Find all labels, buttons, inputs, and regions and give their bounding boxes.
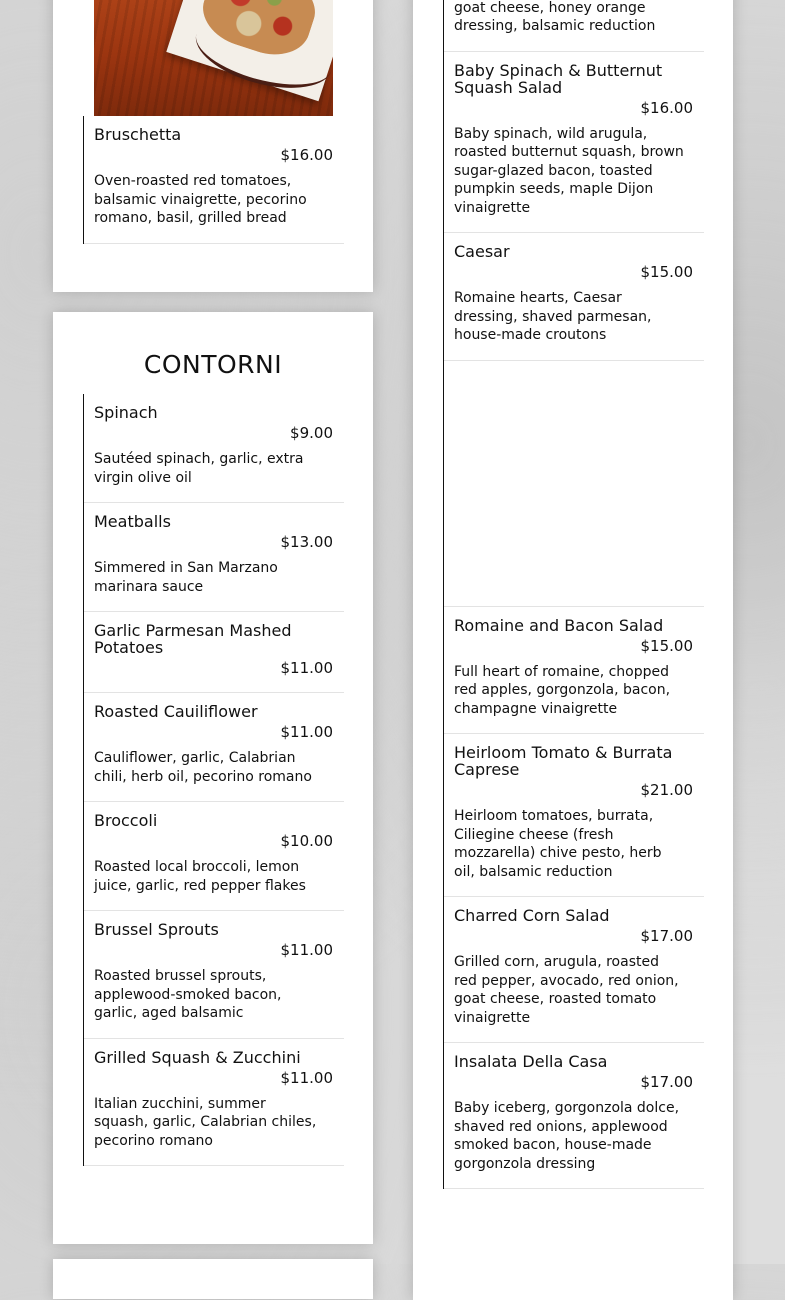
menu-item[interactable] — [84, 693, 344, 802]
item-price: $9.00 — [290, 424, 333, 442]
bruschetta-items — [83, 116, 344, 244]
bruschetta-plate-image — [94, 0, 333, 116]
menu-item[interactable] — [444, 233, 704, 361]
menu-item[interactable] — [444, 52, 704, 234]
menu-item[interactable] — [444, 1043, 704, 1189]
item-name: Brussel Sprouts — [94, 920, 219, 939]
contorni-card — [53, 312, 373, 1244]
item-price: $15.00 — [640, 636, 693, 655]
item-name: Spinach — [94, 403, 158, 422]
item-price: $17.00 — [640, 927, 693, 945]
item-description: Grilled corn, arugula, roasted red pepper, avocado, red onion, goat cheese, roasted tomato vinaigrette — [454, 954, 679, 1026]
menu-item[interactable] — [84, 503, 344, 612]
menu-item[interactable] — [444, 897, 704, 1043]
item-description: Italian zucchini, summer squash, garlic, Calabrian chiles, pecorino romano — [94, 1095, 317, 1149]
bruschetta-card — [53, 0, 373, 292]
empty-space — [444, 361, 704, 607]
item-description: Baby spinach, wild arugula, roasted butternut squash, brown sugar-glazed bacon, toasted pumpkin seeds, maple Dijon vinaigrette — [454, 125, 684, 216]
item-name: Romaine and Bacon Salad — [454, 615, 664, 635]
menu-item[interactable] — [444, 607, 704, 735]
item-name: Meatballs — [94, 512, 171, 531]
item-price: $16.00 — [640, 98, 693, 117]
item-name: Caesar — [454, 242, 510, 261]
item-price: $13.00 — [280, 533, 333, 551]
item-description: goat cheese, honey orange dressing, balsamic reduction — [454, 0, 656, 34]
item-price: $11.00 — [280, 723, 333, 741]
item-name: Insalata Della Casa — [454, 1052, 608, 1071]
item-price: $16.00 — [280, 146, 333, 164]
item-description: Full heart of romaine, chopped red apples, gorgonzola, bacon, champagne vinaigrette — [454, 663, 671, 717]
menu-item[interactable] — [84, 612, 344, 693]
item-price: $10.00 — [280, 832, 333, 850]
item-description: Baby iceberg, gorgonzola dolce, shaved red onions, applewood smoked bacon, house-made gorgonzola dressing — [454, 1100, 680, 1172]
item-price: $11.00 — [280, 1068, 333, 1087]
item-description: Sautéed spinach, garlic, extra virgin olive oil — [94, 451, 304, 486]
item-description: Roasted local broccoli, lemon juice, garlic, red pepper flakes — [94, 859, 306, 894]
item-price: $17.00 — [640, 1073, 693, 1091]
item-name: Bruschetta — [94, 125, 182, 144]
section-title: CONTORNI — [143, 350, 283, 379]
menu-item[interactable] — [84, 1039, 344, 1167]
item-description: Heirloom tomatoes, burrata, Ciliegine cheese (fresh mozzarella) chive pesto, herb oil, balsamic reduction — [454, 808, 662, 880]
item-name: Baby Spinach & Butternut Squash Salad — [454, 60, 663, 97]
menu-item[interactable] — [444, 734, 704, 897]
item-description: Romaine hearts, Caesar dressing, shaved parmesan, house-made croutons — [454, 290, 652, 343]
item-description: Oven-roasted red tomatoes, balsamic vinaigrette, pecorino romano, basil, grilled bread — [94, 173, 307, 226]
menu-item[interactable] — [84, 116, 344, 244]
item-name: Broccoli — [94, 811, 158, 830]
item-price: $11.00 — [280, 941, 333, 959]
item-description: Roasted brussel sprouts, applewood-smoked bacon, garlic, aged balsamic — [94, 968, 282, 1021]
item-name: Roasted Cauiliflower — [94, 702, 258, 721]
menu-item[interactable] — [84, 911, 344, 1039]
item-name: Heirloom Tomato & Burrata Caprese — [454, 743, 673, 779]
menu-item[interactable] — [84, 394, 344, 503]
item-name: Charred Corn Salad — [454, 906, 610, 925]
item-description: Simmered in San Marzano marinara sauce — [94, 560, 278, 595]
salads-card — [413, 0, 733, 1300]
contorni-items — [83, 394, 344, 1166]
menu-item[interactable] — [444, 0, 704, 52]
item-name: Grilled Squash & Zucchini — [94, 1047, 301, 1067]
item-name: Garlic Parmesan Mashed Potatoes — [94, 621, 292, 657]
salad-items — [443, 0, 704, 1189]
item-price: $15.00 — [640, 263, 693, 281]
menu-item[interactable] — [84, 802, 344, 911]
item-description: Cauliflower, garlic, Calabrian chili, herb oil, pecorino romano — [94, 750, 312, 785]
item-price: $11.00 — [280, 659, 333, 677]
next-menu-card — [53, 1259, 373, 1299]
item-price: $21.00 — [640, 781, 693, 799]
